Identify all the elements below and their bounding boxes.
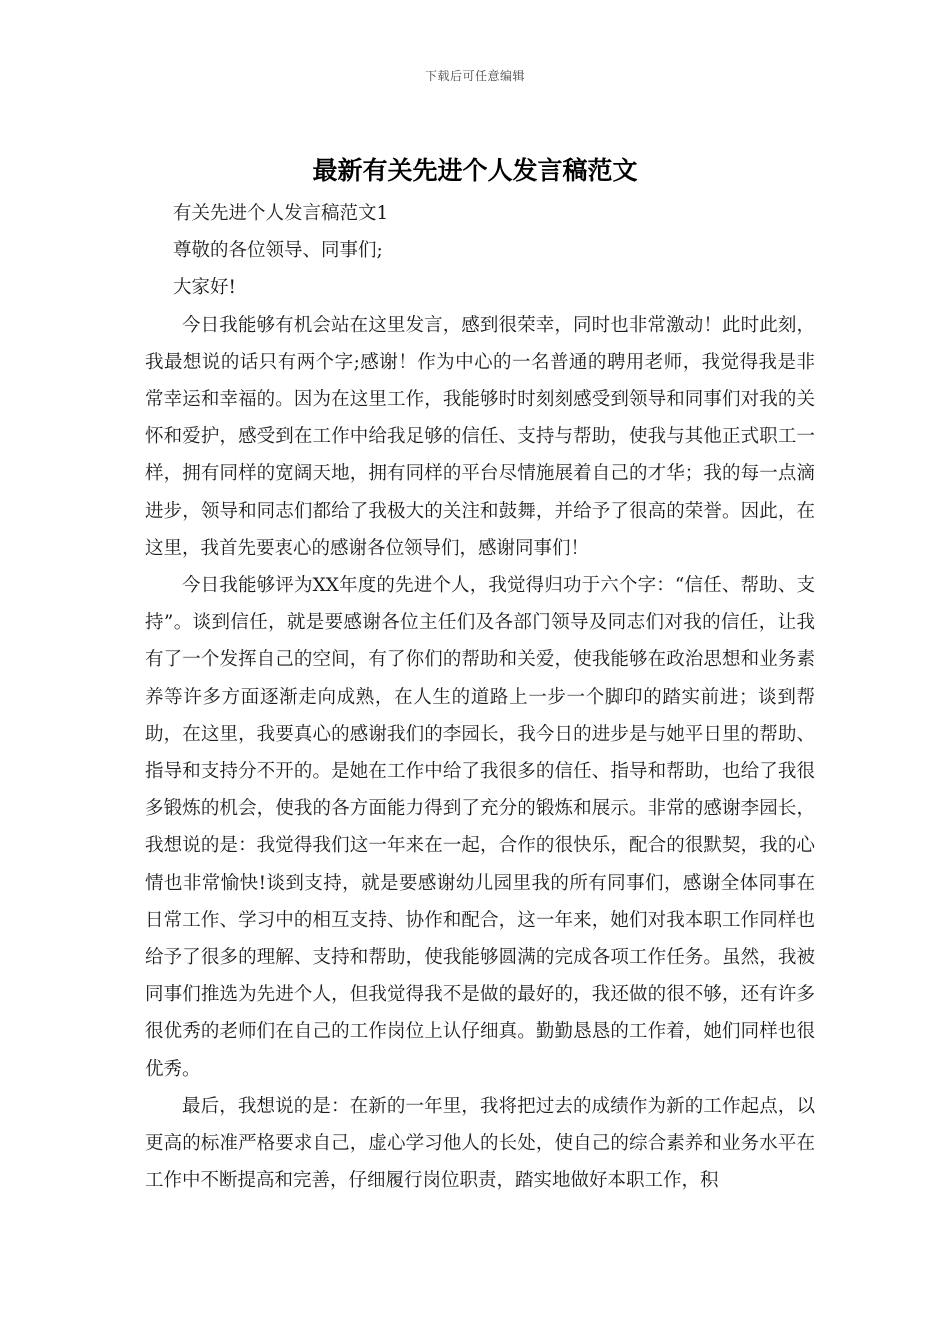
- salutation: 尊敬的各位领导、同事们;: [173, 240, 383, 262]
- document-title: 最新有关先进个人发言稿范文: [312, 156, 638, 185]
- paragraph: 今日我能够有机会站在这里发言，感到很荣幸，同时也非常激动！此时此刻，我最想说的话只有两个字;感谢！作为中心的一名普通的聘用老师，我觉得我是非常幸运和幸福的。因为在这里工作，我能够时时刻刻感受到领导和同事们对我的关怀和爱护，感受到在工作中给我足够的信任、支持与帮助，使我与其他正式职工一样，拥有同样的宽阔天地，拥有同样的平台尽情施展着自己的才华；我的每一点滴进步，领导和同志们都给了我极大的关注和鼓舞，并给予了很高的荣誉。因此，在这里，我首先要衷心的感谢各位领导们，感谢同事们！: [145, 314, 815, 559]
- header-note: 下载后可任意编辑: [424, 69, 525, 83]
- section-subtitle: 有关先进个人发言稿范文1: [173, 203, 389, 224]
- document-body: [145, 195, 815, 1199]
- paragraph: 今日我能够评为XX年度的先进个人，我觉得归功于六个字：“信任、帮助、支持”。谈到信任，就是要感谢各位主任们及各部门领导及同志们对我的信任，让我有了一个发挥自己的空间，有了你们的帮助和关爱，使我能够在政治思想和业务素养等许多方面逐渐走向成熟，在人生的道路上一步一个脚印的踏实前进；谈到帮助，在这里，我要真心的感谢我们的李园长，我今日的进步是与她平日里的帮助、指导和支持分不开的。是她在工作中给了我很多的信任、指导和帮助，也给了我很多锻炼的机会，使我的各方面能力得到了充分的锻炼和展示。非常的感谢李园长，我想说的是：我觉得我们这一年来在一起，合作的很快乐，配合的很默契，我的心情也非常愉快!谈到支持，就是要感谢幼儿园里我的所有同事们，感谢全体同事在日常工作、学习中的相互支持、协作和配合，这一年来，她们对我本职工作同样也给予了很多的理解、支持和帮助，使我能够圆满的完成各项工作任务。虽然，我被同事们推选为先进个人，但我觉得我不是做的最好的，我还做的很不够，还有许多很优秀的老师们在自己的工作岗位上认仔细真。勤勤恳恳的工作着，她们同样也很优秀。: [145, 575, 815, 1080]
- paragraph: 最后，我想说的是：在新的一年里，我将把过去的成绩作为新的工作起点，以更高的标准严格要求自己，虚心学习他人的长处，使自己的综合素养和业务水平在工作中不断提高和完善，仔细履行岗位职责，踏实地做好本职工作，积: [145, 1095, 815, 1192]
- greeting: 大家好!: [173, 277, 236, 299]
